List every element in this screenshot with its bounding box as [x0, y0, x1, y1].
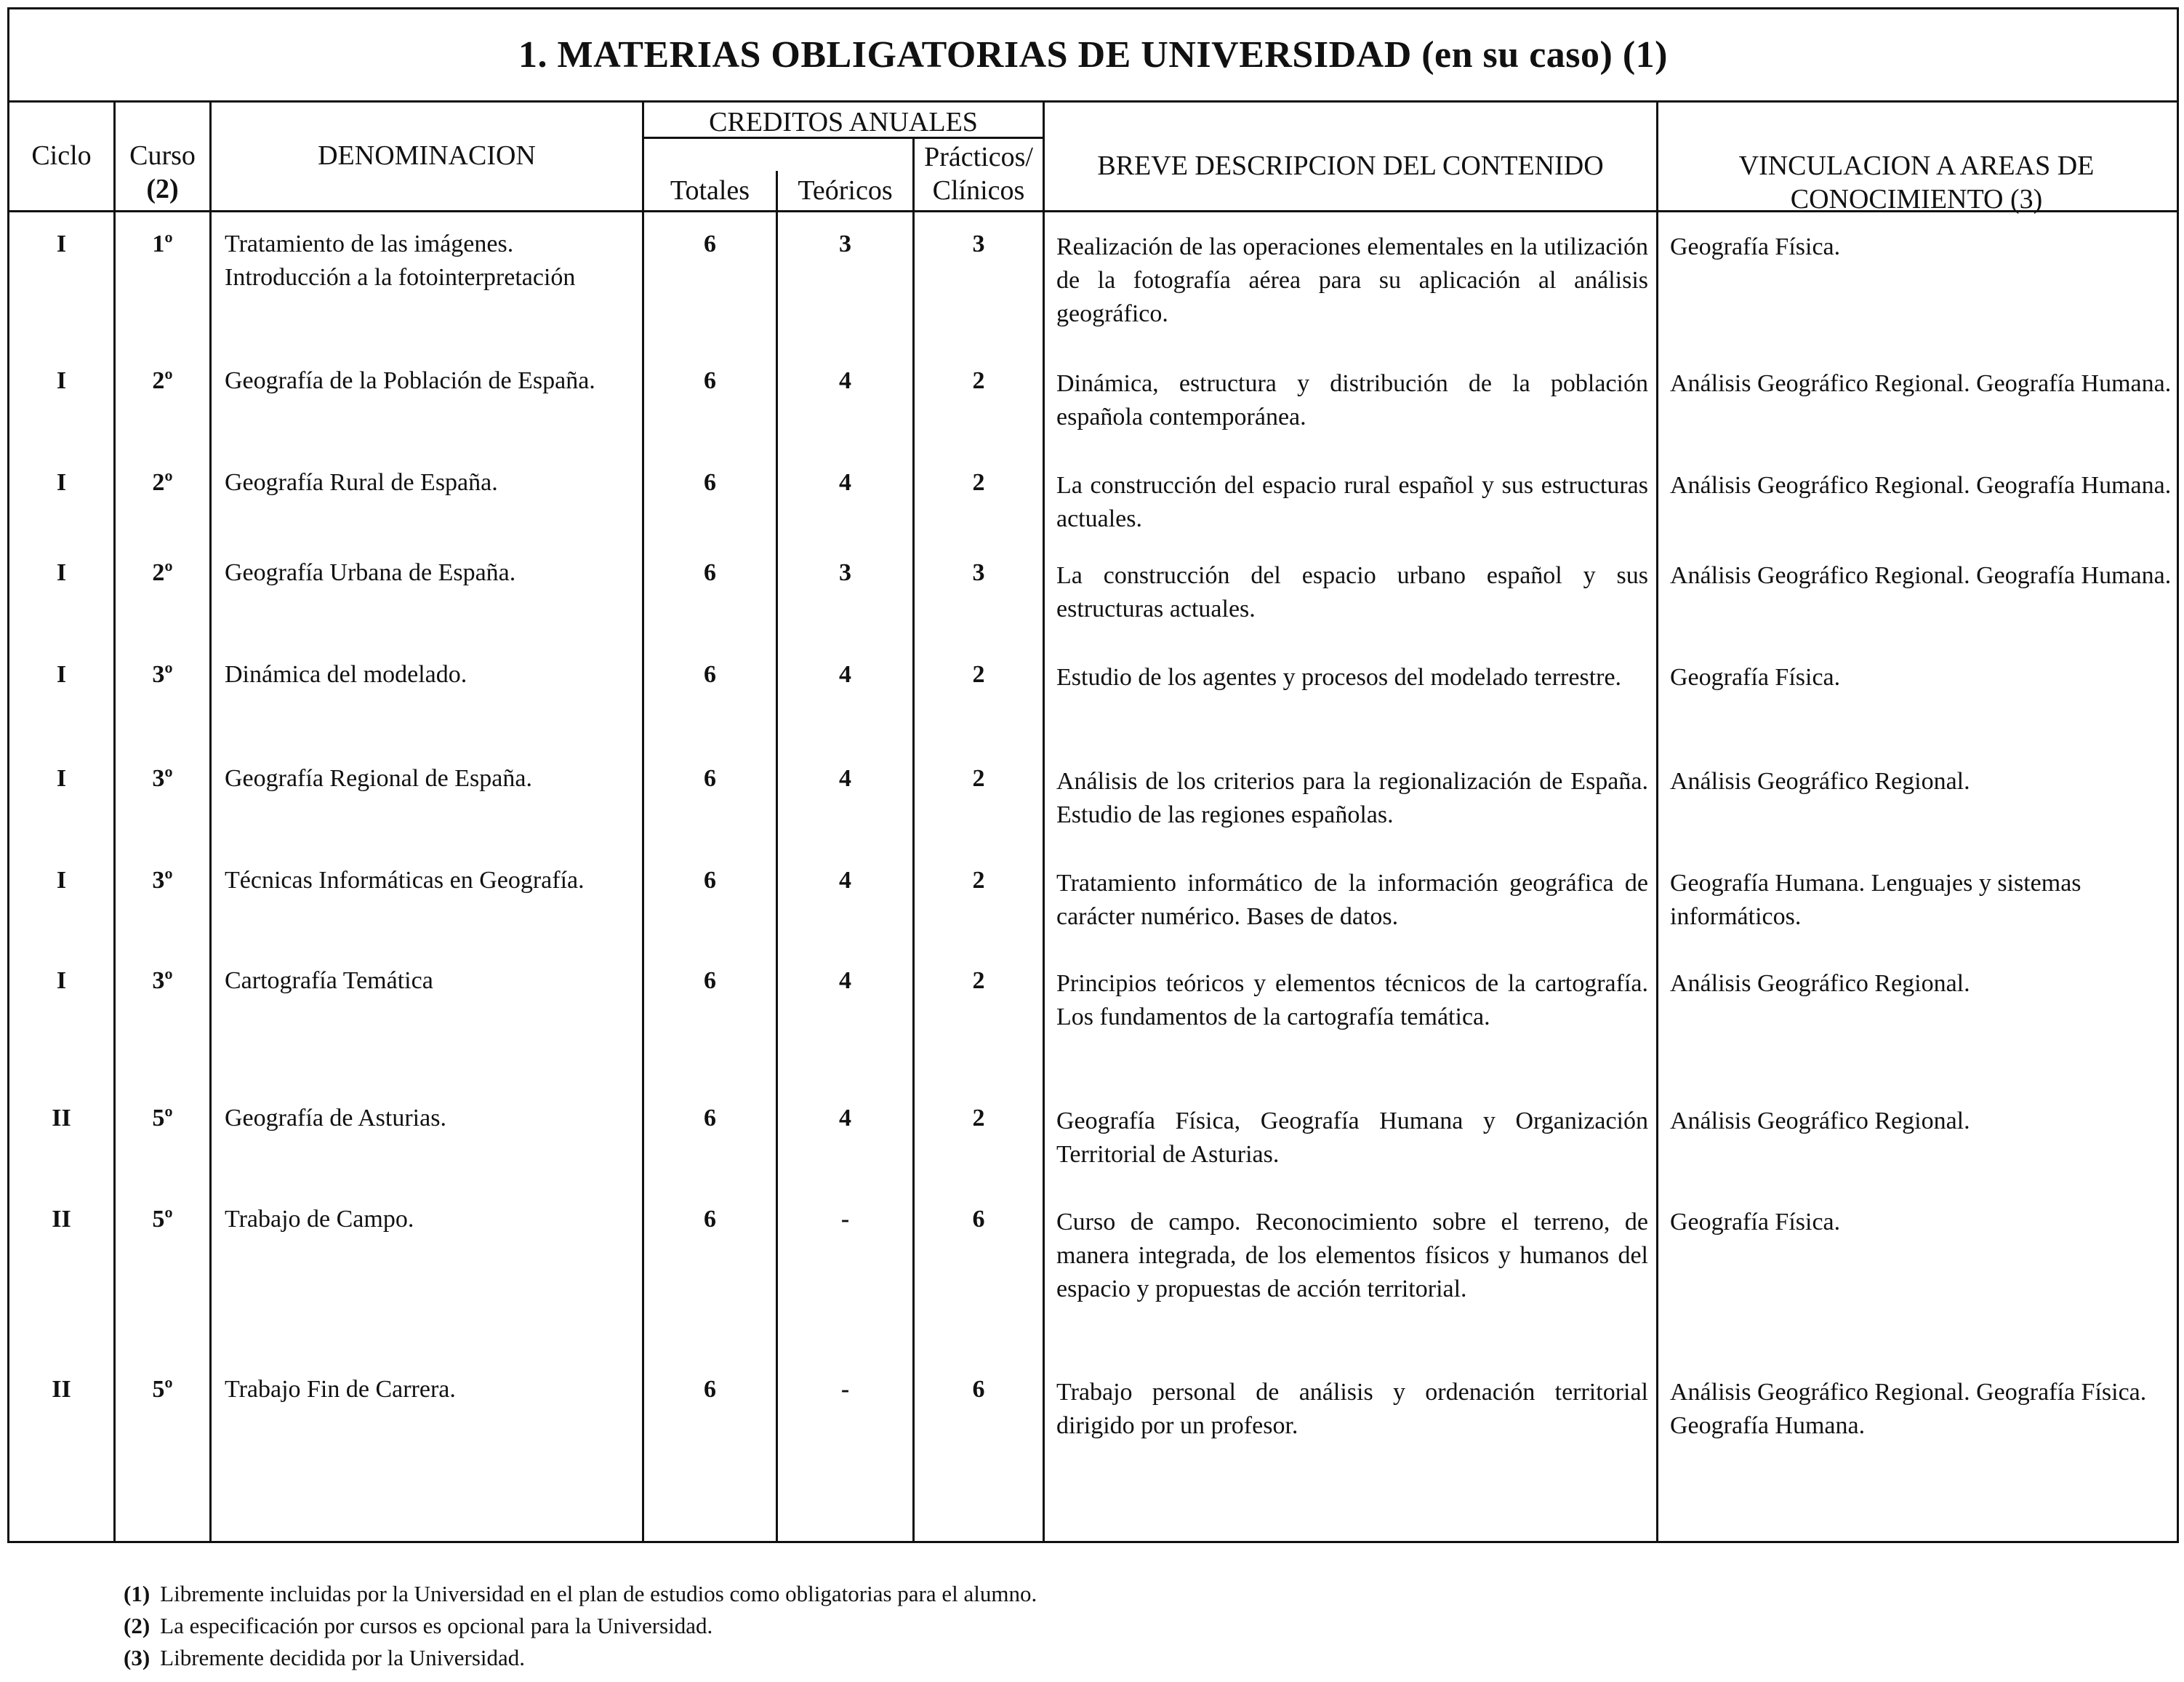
- cell-teoricos: 4: [839, 469, 851, 496]
- cell-denominacion: Trabajo Fin de Carrera.: [225, 1376, 456, 1403]
- cell-vinculacion: Análisis Geográfico Regional.: [1670, 970, 1970, 997]
- cell-teoricos: 4: [839, 765, 851, 792]
- cell-descripcion: La construcción del espacio urbano español y sus estructuras actuales.: [1056, 562, 1648, 622]
- header-denominacion: DENOMINACION: [318, 140, 536, 171]
- cell-totales: 6: [704, 559, 716, 586]
- cell-vinculacion: Análisis Geográfico Regional. Geografía Humana.: [1670, 370, 2172, 397]
- cell-curso: 5º: [152, 1376, 173, 1403]
- cell-vinculacion: Análisis Geográfico Regional. Geografía Física. Geografía Humana.: [1670, 1379, 2147, 1439]
- cell-ciclo: I: [56, 765, 67, 792]
- cell-vinculacion: Análisis Geográfico Regional.: [1670, 768, 1970, 795]
- cell-curso: 5º: [152, 1206, 173, 1233]
- cell-descripcion: Tratamiento informático de la información geográfica de carácter numérico. Bases de datos.: [1056, 870, 1648, 930]
- cell-descripcion: Estudio de los agentes y procesos del modelado terrestre.: [1056, 664, 1622, 691]
- cell-teoricos: 4: [839, 661, 851, 688]
- cell-ciclo: I: [56, 367, 67, 394]
- header-practicos: Prácticos/ Clínicos: [924, 142, 1033, 206]
- header-descripcion: BREVE DESCRIPCION DEL CONTENIDO: [1097, 151, 1604, 181]
- header-vinculacion: VINCULACION A AREAS DE CONOCIMIENTO (3): [1738, 151, 2095, 215]
- cell-vinculacion: Análisis Geográfico Regional.: [1670, 1108, 1970, 1134]
- cell-descripcion: La construcción del espacio rural español y sus estructuras actuales.: [1056, 472, 1648, 532]
- cell-practicos: 3: [972, 559, 985, 586]
- cell-teoricos: 4: [839, 367, 851, 394]
- column-divider: [1656, 103, 1658, 1541]
- cell-vinculacion: Geografía Física.: [1670, 233, 1841, 260]
- cell-practicos: 2: [972, 967, 985, 994]
- cell-curso: 2º: [152, 469, 173, 496]
- column-divider: [113, 103, 116, 1541]
- cell-curso: 3º: [152, 661, 173, 688]
- cell-practicos: 2: [972, 765, 985, 792]
- cell-vinculacion: Geografía Física.: [1670, 1209, 1841, 1236]
- cell-ciclo: II: [52, 1105, 71, 1132]
- column-divider: [1043, 103, 1045, 1541]
- cell-practicos: 2: [972, 469, 985, 496]
- cell-practicos: 3: [972, 231, 985, 257]
- cell-descripcion: Trabajo personal de análisis y ordenación territorial dirigido por un profesor.: [1056, 1379, 1648, 1439]
- cell-teoricos: -: [840, 1206, 850, 1233]
- cell-totales: 6: [704, 1376, 716, 1403]
- cell-vinculacion: Geografía Humana. Lenguajes y sistemas informáticos.: [1670, 870, 2081, 930]
- cell-vinculacion: Geografía Física.: [1670, 664, 1841, 691]
- table-title-bar: [9, 9, 2177, 103]
- cell-ciclo: I: [56, 867, 67, 894]
- cell-practicos: 6: [972, 1376, 985, 1403]
- cell-ciclo: I: [56, 967, 67, 994]
- cell-practicos: 2: [972, 367, 985, 394]
- column-divider: [209, 103, 212, 1541]
- cell-denominacion: Dinámica del modelado.: [225, 661, 467, 688]
- cell-ciclo: I: [56, 231, 67, 257]
- cell-teoricos: 4: [839, 967, 851, 994]
- column-divider: [642, 103, 644, 1541]
- cell-vinculacion: Análisis Geográfico Regional. Geografía Humana.: [1670, 562, 2172, 589]
- subjects-table: [7, 7, 2179, 1543]
- cell-curso: 5º: [152, 1105, 173, 1132]
- cell-denominacion: Geografía de la Población de España.: [225, 367, 595, 394]
- cell-denominacion: Geografía Urbana de España.: [225, 559, 516, 586]
- cell-teoricos: -: [840, 1376, 850, 1403]
- cell-denominacion: Geografía Rural de España.: [225, 469, 498, 496]
- cell-vinculacion: Análisis Geográfico Regional. Geografía Humana.: [1670, 472, 2172, 499]
- cell-totales: 6: [704, 867, 716, 894]
- column-divider: [912, 137, 915, 1541]
- cell-curso: 3º: [152, 765, 173, 792]
- cell-teoricos: 3: [839, 231, 851, 257]
- header-curso: Curso: [129, 140, 196, 171]
- cell-practicos: 2: [972, 661, 985, 688]
- cell-totales: 6: [704, 765, 716, 792]
- cell-denominacion: Trabajo de Campo.: [225, 1206, 414, 1233]
- cell-descripcion: Principios teóricos y elementos técnicos de la cartografía. Los fundamentos de la cartografía temática.: [1056, 970, 1648, 1030]
- cell-curso: 3º: [152, 967, 173, 994]
- cell-curso: 2º: [152, 367, 173, 394]
- cell-ciclo: II: [52, 1376, 71, 1403]
- cell-ciclo: I: [56, 469, 67, 496]
- header-curso-note: (2): [146, 174, 179, 204]
- cell-totales: 6: [704, 967, 716, 994]
- cell-ciclo: I: [56, 559, 67, 586]
- footnote: (3) Libremente decidida por la Universidad.: [124, 1645, 525, 1670]
- cell-denominacion: Técnicas Informáticas en Geografía.: [225, 867, 585, 894]
- header-ciclo: Ciclo: [31, 140, 92, 171]
- cell-totales: 6: [704, 1105, 716, 1132]
- cell-totales: 6: [704, 231, 716, 257]
- cell-totales: 6: [704, 661, 716, 688]
- cell-teoricos: 4: [839, 867, 851, 894]
- cell-ciclo: II: [52, 1206, 71, 1233]
- cell-descripcion: Dinámica, estructura y distribución de la población española contemporánea.: [1056, 370, 1648, 430]
- cell-teoricos: 3: [839, 559, 851, 586]
- cell-curso: 1º: [152, 231, 173, 257]
- cell-denominacion: Tratamiento de las imágenes. Introducción a la fotointerpretación: [225, 231, 576, 291]
- cell-descripcion: Geografía Física, Geografía Humana y Organización Territorial de Asturias.: [1056, 1108, 1648, 1168]
- cell-denominacion: Cartografía Temática: [225, 967, 433, 994]
- cell-ciclo: I: [56, 661, 67, 688]
- cell-descripcion: Realización de las operaciones elementales en la utilización de la fotografía aérea para su aplicación al análisis geográfico.: [1056, 233, 1648, 327]
- cell-practicos: 6: [972, 1206, 985, 1233]
- footnote: (2) La especificación por cursos es opcional para la Universidad.: [124, 1613, 713, 1638]
- header-creditos-anuales: CREDITOS ANUALES: [709, 107, 978, 137]
- cell-descripcion: Análisis de los criterios para la regionalización de España. Estudio de las regiones españolas.: [1056, 768, 1648, 828]
- cell-curso: 3º: [152, 867, 173, 894]
- cell-totales: 6: [704, 469, 716, 496]
- cell-denominacion: Geografía de Asturias.: [225, 1105, 446, 1132]
- table-title: 1. MATERIAS OBLIGATORIAS DE UNIVERSIDAD (en su caso) (1): [518, 34, 1668, 76]
- cell-teoricos: 4: [839, 1105, 851, 1132]
- cell-totales: 6: [704, 367, 716, 394]
- cell-descripcion: Curso de campo. Reconocimiento sobre el terreno, de manera integrada, de los elementos físicos y humanos del espacio y propuestas de acción territorial.: [1056, 1209, 1648, 1302]
- cell-curso: 2º: [152, 559, 173, 586]
- header-totales: Totales: [670, 175, 750, 206]
- cell-totales: 6: [704, 1206, 716, 1233]
- cell-practicos: 2: [972, 867, 985, 894]
- header-teoricos: Teóricos: [798, 175, 893, 206]
- footnotes: [124, 1578, 1037, 1674]
- cell-practicos: 2: [972, 1105, 985, 1132]
- cell-denominacion: Geografía Regional de España.: [225, 765, 532, 792]
- footnote: (1) Libremente incluidas por la Universidad en el plan de estudios como obligatorias para el alumno.: [124, 1581, 1037, 1606]
